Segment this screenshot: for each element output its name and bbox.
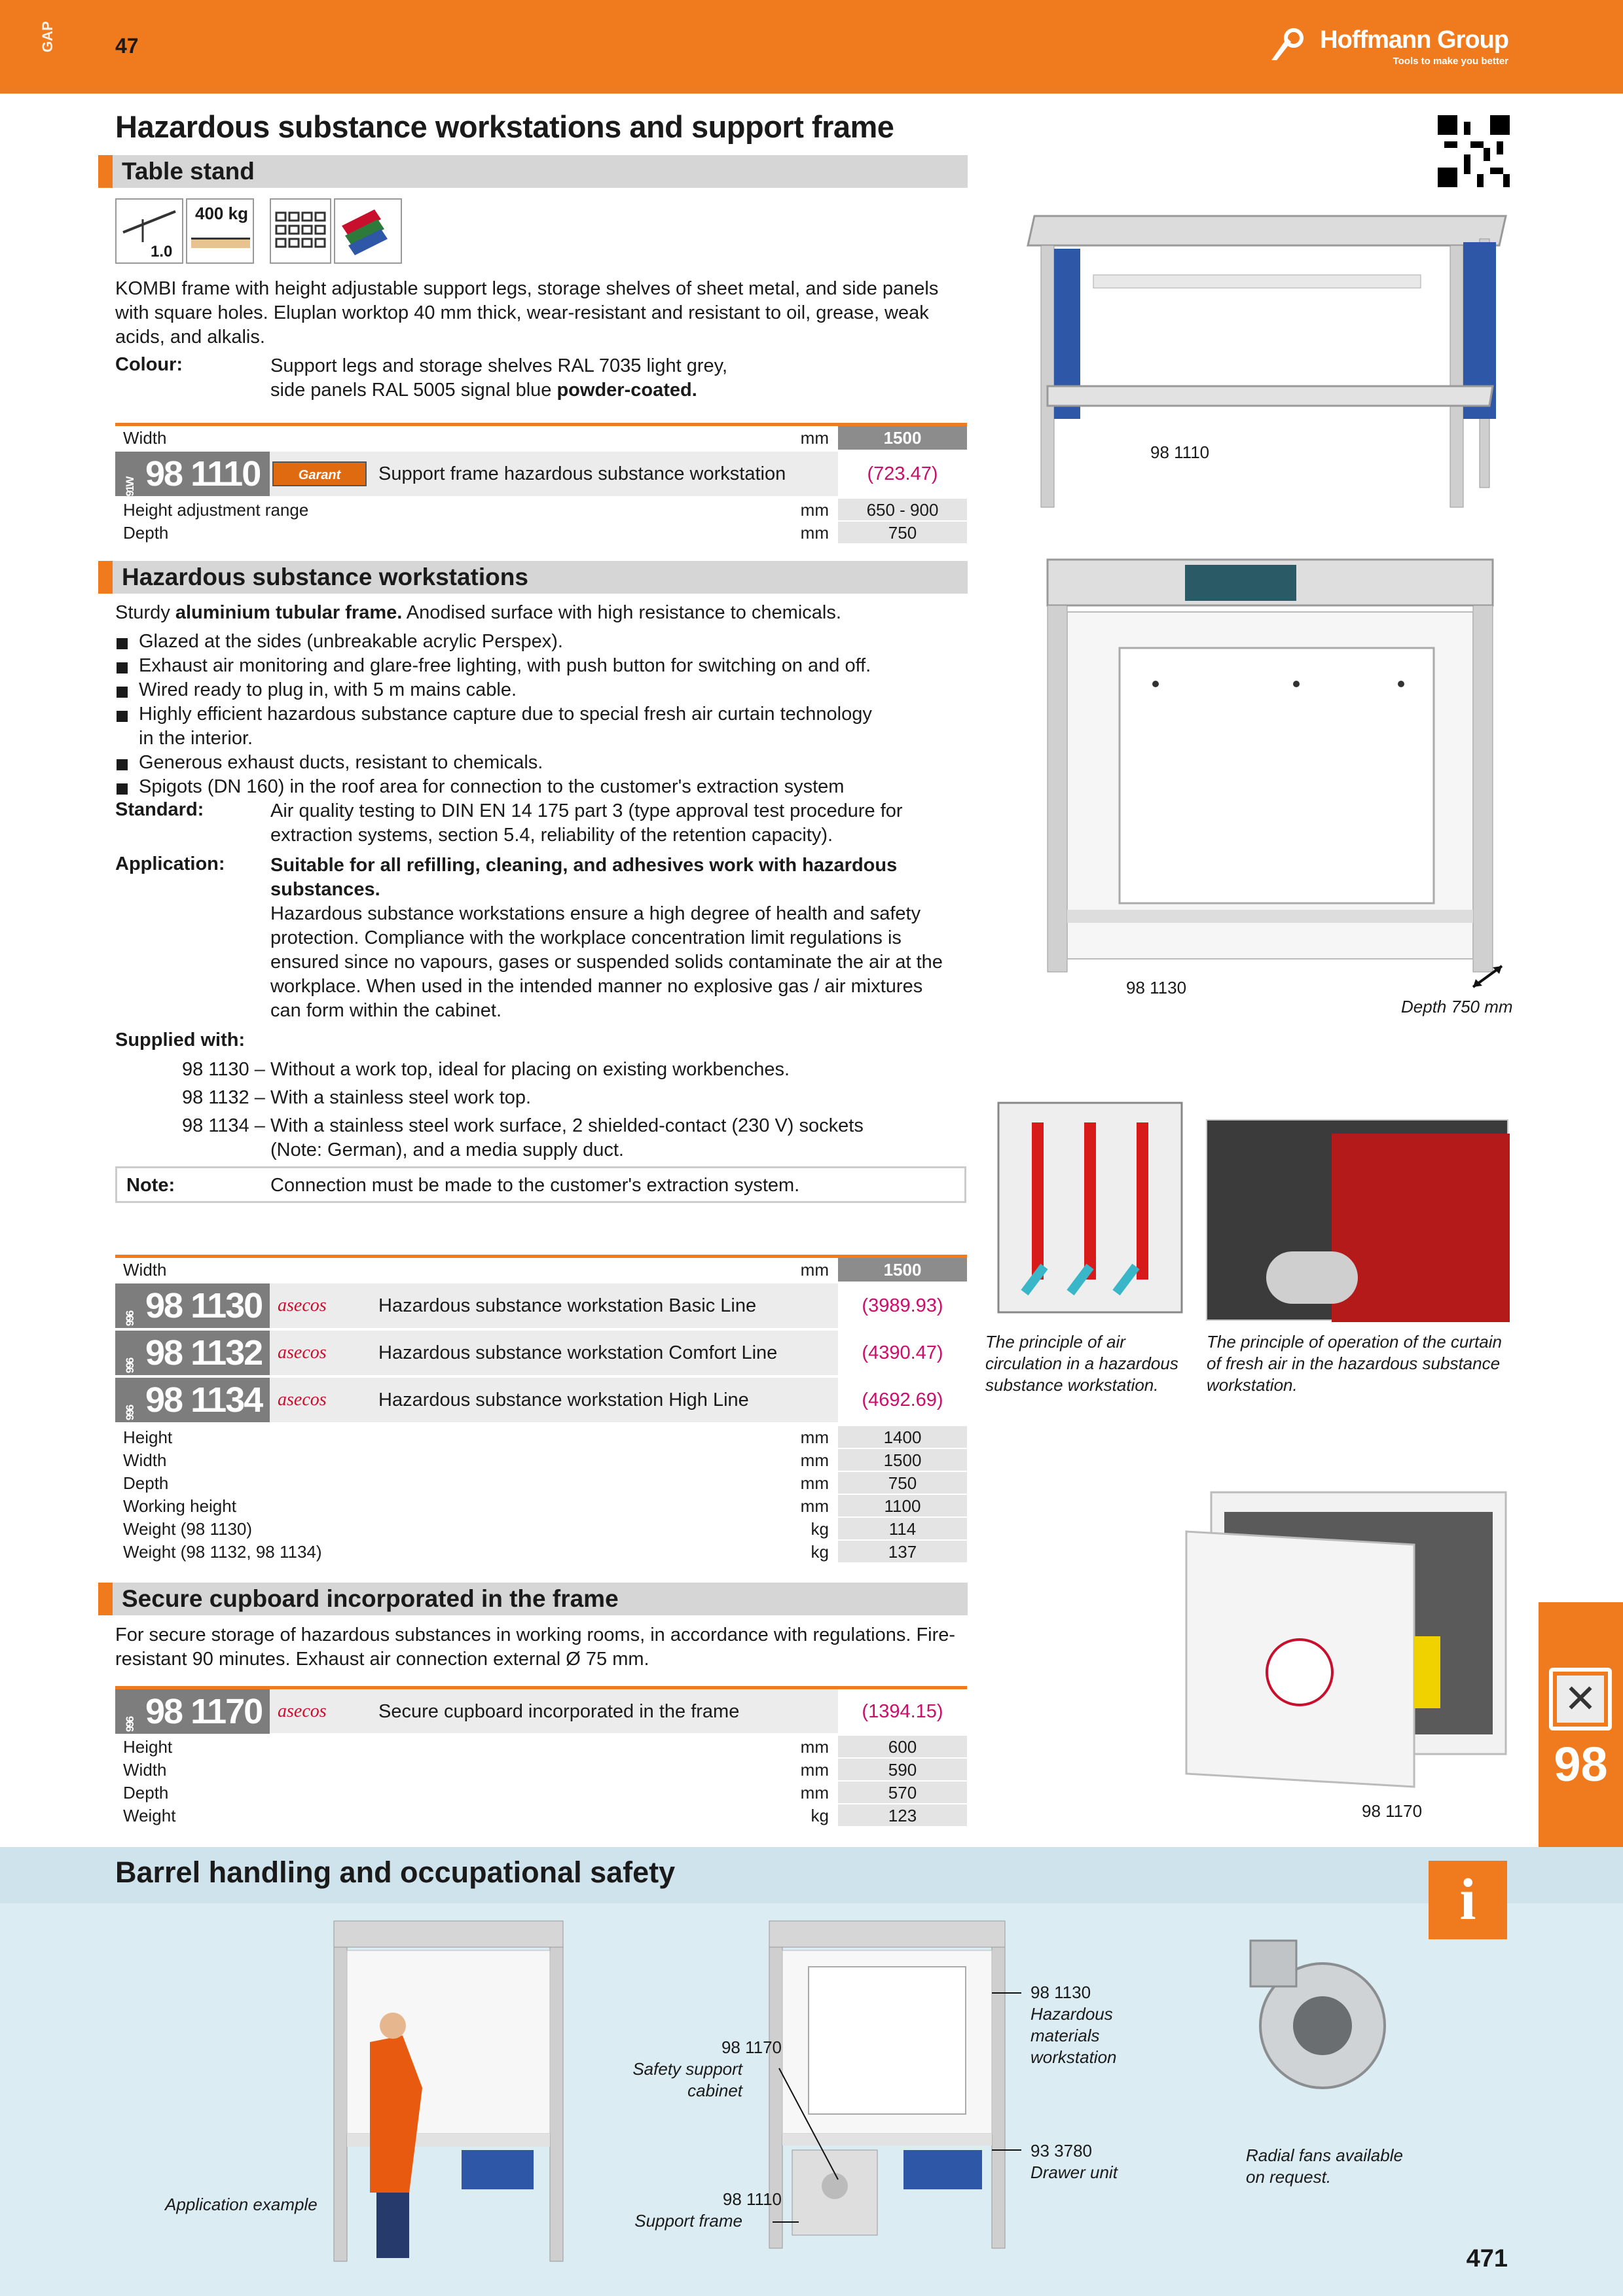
spec-row: Depth mm 570 — [115, 1782, 967, 1804]
product-description: Support frame hazardous substance workstation — [378, 463, 786, 484]
supplied-label: Supplied with: — [115, 1030, 246, 1050]
top-page-number: 47 — [115, 34, 139, 58]
spec-row: Height mm 600 — [115, 1736, 967, 1758]
asecos-brand-logo: asecos — [278, 1701, 327, 1721]
image-caption-981170: 98 1170 — [1362, 1801, 1423, 1821]
table-header-row: Width mm 1500 — [115, 423, 967, 449]
application-text: Hazardous substance workstations ensure a high degree of health and safety protection. Compliance with the workplace concentration limit regulations is ensured since no vapours, gases or suspended solids contaminate the air at the workplace. When used in the intended manner no explosive gas / air mixtures can form within the cabinet. — [270, 903, 943, 1021]
supplied-item: With a stainless steel work top. — [270, 1087, 532, 1108]
page-number: 471 — [1466, 2245, 1508, 2272]
section-heading-table-stand: Table stand — [98, 155, 968, 188]
article-number: 98 1132 — [145, 1333, 263, 1372]
colour-line-1: Support legs and storage shelves RAL 7035 light grey, — [270, 355, 728, 376]
application-example-image — [331, 1918, 566, 2265]
standard-text: Air quality testing to DIN EN 14 175 part 3 (type approval test procedure for extraction systems, section 5.4, reliability of the retention capacity). — [270, 800, 903, 846]
asecos-brand-logo: asecos — [278, 1295, 327, 1316]
article-number: 98 1134 — [145, 1380, 263, 1420]
radial-fans-caption: Radial fans available on request. — [1246, 2145, 1403, 2187]
spec-row: Height mm 1400 — [115, 1426, 967, 1448]
product-row-981110[interactable]: 91W 98 1110 Garant Support frame hazardous substance workstation (723.47) — [115, 452, 967, 496]
article-number: 98 1110 — [145, 454, 261, 493]
incline-icon: 1.0 — [115, 198, 183, 264]
asecos-brand-logo: asecos — [278, 1390, 327, 1410]
note-box: Note: Connection must be made to the customer's extraction system. — [115, 1166, 966, 1203]
chapter-tab[interactable] — [1539, 1602, 1623, 1855]
workstations-table — [115, 1255, 967, 1569]
product-row-981132[interactable]: 996 98 1132 asecos Hazardous substance workstation Comfort Line (4390.47) — [115, 1331, 967, 1375]
spec-row: Width mm 590 — [115, 1759, 967, 1781]
callout-workstation: Hazardous materials workstation — [1030, 2004, 1117, 2067]
spec-row: Weight kg 123 — [115, 1804, 967, 1827]
application-label: Application: — [115, 853, 225, 874]
feature-bullet: Spigots (DN 160) in the roof area for connection to the customer's extraction system — [115, 775, 966, 799]
product-price: (723.47) — [838, 452, 967, 496]
chapter-number: 98 — [1554, 1737, 1608, 1791]
air-circulation-diagram — [985, 1083, 1195, 1319]
feature-bullet: Glazed at the sides (unbreakable acrylic Perspex). — [115, 630, 966, 654]
colour-swatches-icon — [334, 198, 402, 264]
bottom-section-title: Barrel handling and occupational safety — [115, 1856, 676, 1889]
product-price: (4390.47) — [838, 1331, 967, 1375]
callout-support-frame: Support frame — [634, 2211, 742, 2231]
radial-fan-image — [1237, 1934, 1408, 2104]
colour-finish: powder-coated. — [556, 380, 697, 401]
product-row-981170[interactable]: 996 98 1170 asecos Secure cupboard incorporated in the frame (1394.15) — [115, 1686, 967, 1733]
section-heading-secure-cupboard: Secure cupboard incorporated in the frame — [98, 1583, 968, 1615]
support-frame-image — [1021, 209, 1512, 511]
product-row-981134[interactable]: 996 98 1134 asecos Hazardous substance workstation High Line (4692.69) — [115, 1378, 967, 1422]
feature-bullet: Generous exhaust ducts, resistant to chemicals. — [115, 751, 966, 775]
spec-row: Width mm 1500 — [115, 1449, 967, 1471]
tools-icon: ✕ — [1549, 1668, 1612, 1731]
curtain-principle-caption: The principle of operation of the curtain of fresh air in the hazardous substance workstation. — [1207, 1332, 1502, 1395]
brand-logo: Hoffmann Group Tools to make you better — [1320, 26, 1508, 67]
square-holes-icon — [270, 198, 331, 264]
section-heading-workstations: Hazardous substance workstations — [98, 561, 968, 594]
product-description: Secure cupboard incorporated in the frame — [378, 1701, 740, 1722]
feature-bullet: Wired ready to plug in, with 5 m mains cable. — [115, 678, 966, 702]
supplied-item: Without a work top, ideal for placing on existing workbenches. — [270, 1059, 790, 1080]
cupboard-table — [115, 1686, 967, 1830]
depth-caption: Depth 750 mm — [1401, 997, 1513, 1016]
depth-arrow-icon — [1469, 962, 1506, 991]
cupboard-description: For secure storage of hazardous substances in working rooms, in accordance with regulations. Fire-resistant 90 minutes. Exhaust air connection external Ø 75 mm. — [115, 1624, 956, 1670]
spec-row: Height adjustment range mm 650 - 900 — [115, 499, 967, 521]
spec-row: Working height mm 1100 — [115, 1495, 967, 1517]
standard-label: Standard: — [115, 799, 204, 820]
supplied-item: With a stainless steel work surface, 2 shielded-contact (230 V) sockets (Note: German), and a media supply duct. — [270, 1115, 864, 1160]
callout-lines — [746, 1977, 1034, 2238]
application-summary: Suitable for all refilling, cleaning, and adhesives work with hazardous substances. — [270, 855, 898, 900]
product-price: (4692.69) — [838, 1378, 967, 1422]
feature-bullet: Exhaust air monitoring and glare-free lighting, with push button for switching on and off. — [115, 654, 966, 678]
page-title: Hazardous substance workstations and support frame — [115, 109, 894, 144]
article-number: 98 1130 — [145, 1286, 263, 1325]
secure-cupboard-image — [1178, 1486, 1512, 1793]
load-capacity-icon: 400 kg — [186, 198, 254, 264]
workstation-image — [1034, 553, 1506, 978]
qr-code-icon[interactable] — [1438, 115, 1510, 187]
table-stand-description: KOMBI frame with height adjustable support legs, storage shelves of sheet metal, and side panels with square holes. Eluplan worktop 40 mm thick, wear-resistant and resistant to oil, grease, weak acids, and alkalis. — [115, 278, 939, 348]
feature-bullet: Highly efficient hazardous substance capture due to special fresh air curtain technology in the interior. — [115, 702, 888, 751]
article-number: 98 1170 — [145, 1692, 263, 1731]
image-caption-981130: 98 1130 — [1126, 978, 1187, 997]
product-description: Hazardous substance workstation Comfort Line — [378, 1342, 778, 1363]
product-price: (3989.93) — [838, 1283, 967, 1328]
callout-drawer-unit: Drawer unit — [1030, 2162, 1118, 2182]
colour-line-2: side panels RAL 5005 signal blue — [270, 380, 557, 401]
frame-material: aluminium tubular frame. — [175, 602, 403, 623]
air-circulation-caption: The principle of air circulation in a hazardous substance workstation. — [985, 1332, 1178, 1395]
spec-row: Depth mm 750 — [115, 522, 967, 544]
colour-label: Colour: — [115, 354, 183, 375]
table-stand-table — [115, 423, 967, 547]
product-price: (1394.15) — [838, 1689, 967, 1734]
spec-row: Weight (98 1132, 98 1134) kg 137 — [115, 1541, 967, 1563]
hoffmann-logo-icon — [1267, 26, 1313, 62]
callout-safety-cabinet: Safety support cabinet — [632, 2059, 742, 2100]
side-tag: GAP — [39, 21, 56, 52]
product-row-981130[interactable]: 996 98 1130 asecos Hazardous substance workstation Basic Line (3989.93) — [115, 1283, 967, 1328]
asecos-brand-logo: asecos — [278, 1342, 327, 1363]
curtain-principle-photo — [1206, 1119, 1508, 1321]
product-description: Hazardous substance workstation High Line — [378, 1390, 749, 1410]
garant-brand-logo: Garant — [272, 461, 367, 486]
image-caption-981110: 98 1110 — [1150, 442, 1210, 462]
info-icon[interactable]: i — [1429, 1861, 1507, 1939]
table-header-row: Width mm 1500 — [115, 1255, 967, 1281]
spec-row: Weight (98 1130) kg 114 — [115, 1518, 967, 1540]
application-example-caption: Application example — [165, 2195, 318, 2214]
spec-row: Depth mm 750 — [115, 1472, 967, 1494]
product-description: Hazardous substance workstation Basic Line — [378, 1295, 757, 1316]
